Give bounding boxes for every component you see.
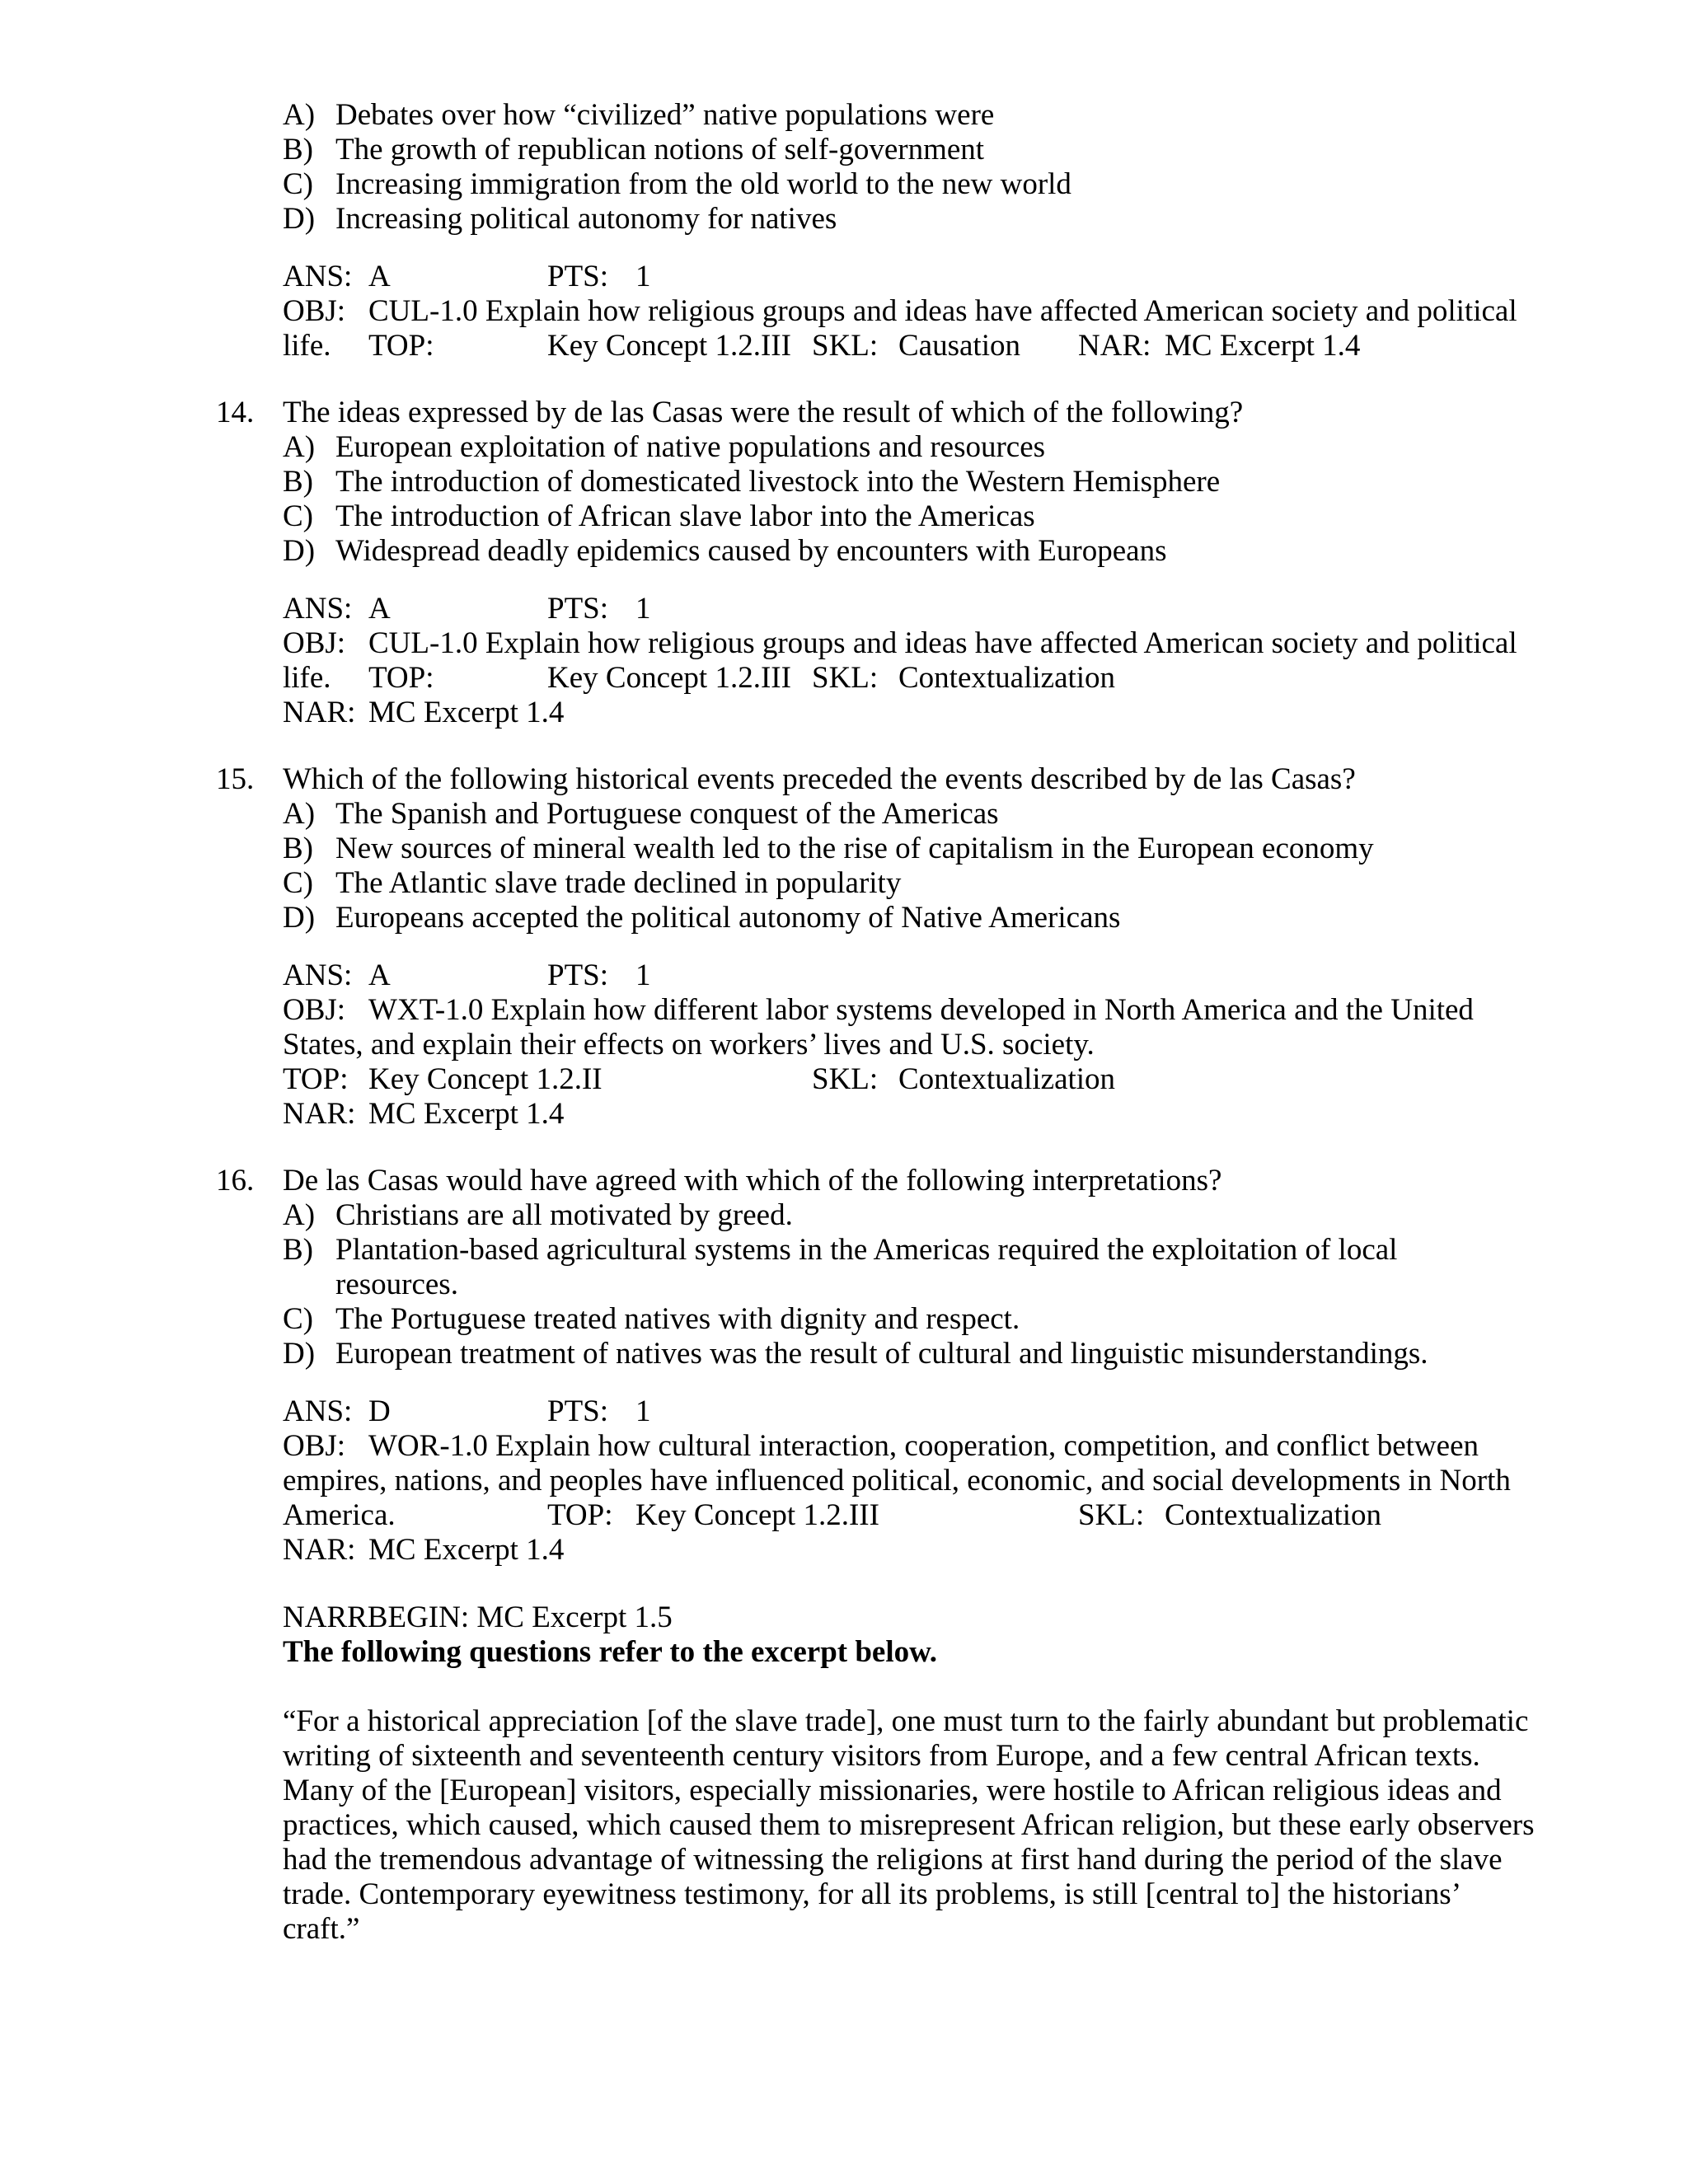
question-15	[0, 762, 1688, 935]
q15-stem	[0, 762, 1688, 797]
choice-letter: A)	[283, 1198, 316, 1232]
q15-choice-a	[0, 797, 1688, 832]
ans-label: ANS:	[283, 1394, 353, 1428]
q13-meta	[0, 260, 1688, 363]
q13-ans-line	[0, 260, 1688, 294]
choice-letter: B)	[283, 465, 313, 499]
ans-value: D	[368, 1394, 391, 1428]
choice-text: New sources of mineral wealth led to the rise of capitalism in the European economy	[335, 832, 1374, 865]
pts-value: 1	[635, 1394, 651, 1428]
q15-obj-line	[0, 993, 1688, 1028]
narrative-section	[0, 1601, 1688, 1670]
top-label: TOP:	[368, 661, 434, 695]
top-label: TOP:	[368, 329, 434, 363]
q14-top-line	[0, 661, 1688, 696]
q16-nar-line	[0, 1533, 1688, 1568]
question-number: 14.	[216, 396, 255, 429]
q16-meta	[0, 1394, 1688, 1568]
pts-value: 1	[635, 958, 651, 992]
top-label: TOP:	[547, 1498, 613, 1532]
obj-text: WXT-1.0 Explain how different labor systems developed in North America and the United	[368, 993, 1474, 1027]
excerpt-line	[0, 1739, 1688, 1774]
choice-text: Increasing political autonomy for natives	[335, 202, 837, 236]
q13-choice-d	[0, 202, 1688, 237]
q16-stem	[0, 1164, 1688, 1198]
skl-label: SKL:	[812, 329, 879, 363]
q15-obj-cont-line	[0, 1028, 1688, 1062]
choice-letter: B)	[283, 832, 313, 865]
obj-label: OBJ:	[283, 993, 346, 1027]
excerpt-text: “For a historical appreciation [of the slave trade], one must turn to the fairly abundant but problematic	[283, 1704, 1529, 1738]
nar-value: MC Excerpt 1.4	[368, 1097, 565, 1131]
ans-label: ANS:	[283, 958, 353, 992]
choice-letter: D)	[283, 1337, 316, 1371]
pts-value: 1	[635, 592, 651, 626]
q14-ans-line	[0, 592, 1688, 626]
choice-text: Increasing immigration from the old world to the new world	[335, 167, 1071, 201]
obj-continuation: States, and explain their effects on workers’ lives and U.S. society.	[283, 1028, 1095, 1062]
choice-text: The introduction of African slave labor into the Americas	[335, 499, 1035, 533]
pts-label: PTS:	[547, 260, 609, 293]
q13-obj-line	[0, 294, 1688, 329]
top-label: TOP:	[283, 1062, 349, 1096]
excerpt-line	[0, 1912, 1688, 1947]
q16-choice-b-cont	[0, 1268, 1688, 1302]
choice-letter: D)	[283, 901, 316, 935]
skl-label: SKL:	[812, 661, 879, 695]
pts-label: PTS:	[547, 592, 609, 626]
top-value: Key Concept 1.2.III	[547, 329, 791, 363]
choice-text: Europeans accepted the political autonomy of Native Americans	[335, 901, 1121, 935]
nar-label: NAR:	[283, 1097, 356, 1131]
obj-label: OBJ:	[283, 294, 346, 328]
narr-begin: NARRBEGIN: MC Excerpt 1.5	[283, 1601, 673, 1634]
obj-text: CUL-1.0 Explain how religious groups and ideas have affected American society and political	[368, 626, 1517, 660]
q14-choice-c	[0, 499, 1688, 534]
q16-obj-line	[0, 1429, 1688, 1464]
q16-top-line	[0, 1498, 1688, 1533]
excerpt-block	[0, 1704, 1688, 1947]
excerpt-text: craft.”	[283, 1912, 360, 1946]
q14-stem	[0, 396, 1688, 430]
choice-letter: C)	[283, 1302, 313, 1336]
narr-begin-line	[0, 1601, 1688, 1635]
choice-text: resources.	[335, 1268, 458, 1301]
question-text: The ideas expressed by de las Casas were the result of which of the following?	[283, 396, 1244, 429]
choice-text: Debates over how “civilized” native populations were	[335, 98, 995, 132]
obj-continuation: America.	[283, 1498, 396, 1532]
question-14	[0, 396, 1688, 569]
q15-choice-c	[0, 866, 1688, 901]
top-value: Key Concept 1.2.II	[368, 1062, 603, 1096]
q13-choice-c	[0, 167, 1688, 202]
pts-label: PTS:	[547, 958, 609, 992]
obj-label: OBJ:	[283, 1429, 346, 1463]
choice-text: Plantation-based agricultural systems in the Americas required the exploitation of local	[335, 1233, 1398, 1267]
nar-label: NAR:	[283, 696, 356, 729]
choice-text: The growth of republican notions of self-government	[335, 133, 985, 166]
obj-continuation: empires, nations, and peoples have influenced political, economic, and social developments in North	[283, 1464, 1511, 1497]
skl-value: Contextualization	[898, 1062, 1116, 1096]
excerpt-line	[0, 1808, 1688, 1843]
choice-letter: A)	[283, 430, 316, 464]
choice-text: Widespread deadly epidemics caused by encounters with Europeans	[335, 534, 1167, 568]
q15-ans-line	[0, 958, 1688, 993]
narr-heading: The following questions refer to the excerpt below.	[283, 1635, 938, 1669]
top-value: Key Concept 1.2.III	[635, 1498, 879, 1532]
choice-letter: D)	[283, 202, 316, 236]
skl-label: SKL:	[812, 1062, 879, 1096]
q14-choice-a	[0, 430, 1688, 465]
choice-letter: C)	[283, 167, 313, 201]
obj-label: OBJ:	[283, 626, 346, 660]
choice-text: The introduction of domesticated livestock into the Western Hemisphere	[335, 465, 1221, 499]
q15-choice-b	[0, 832, 1688, 866]
obj-text: CUL-1.0 Explain how religious groups and ideas have affected American society and political	[368, 294, 1517, 328]
top-value: Key Concept 1.2.III	[547, 661, 791, 695]
q14-nar-line	[0, 696, 1688, 730]
question-16	[0, 1164, 1688, 1371]
q16-choice-d	[0, 1337, 1688, 1371]
q14-meta	[0, 592, 1688, 730]
skl-label: SKL:	[1078, 1498, 1145, 1532]
q16-choice-b	[0, 1233, 1688, 1268]
obj-continuation: life.	[283, 661, 331, 695]
pts-label: PTS:	[547, 1394, 609, 1428]
choice-letter: C)	[283, 866, 313, 900]
choice-letter: B)	[283, 1233, 313, 1267]
question-number: 16.	[216, 1164, 255, 1197]
skl-value: Contextualization	[1165, 1498, 1382, 1532]
question-text: Which of the following historical events preceded the events described by de las Casas?	[283, 762, 1356, 796]
choice-letter: A)	[283, 98, 316, 132]
ans-label: ANS:	[283, 260, 353, 293]
excerpt-line	[0, 1877, 1688, 1912]
q15-nar-line	[0, 1097, 1688, 1132]
excerpt-line	[0, 1774, 1688, 1808]
nar-value: MC Excerpt 1.4	[368, 696, 565, 729]
question-number: 15.	[216, 762, 255, 796]
excerpt-text: practices, which caused, which caused them to misrepresent African religion, but these early observers	[283, 1808, 1535, 1842]
excerpt-line	[0, 1704, 1688, 1739]
choice-letter: B)	[283, 133, 313, 166]
q16-obj-cont-line	[0, 1464, 1688, 1498]
q14-choice-d	[0, 534, 1688, 569]
question-text: De las Casas would have agreed with which of the following interpretations?	[283, 1164, 1222, 1197]
nar-label: NAR:	[1078, 329, 1151, 363]
nar-value: MC Excerpt 1.4	[1165, 329, 1361, 363]
q16-ans-line	[0, 1394, 1688, 1429]
q13-top-line	[0, 329, 1688, 363]
ans-value: A	[368, 260, 391, 293]
q15-top-line	[0, 1062, 1688, 1097]
choice-text: European treatment of natives was the result of cultural and linguistic misunderstandings.	[335, 1337, 1428, 1371]
obj-text: WOR-1.0 Explain how cultural interaction, cooperation, competition, and conflict between	[368, 1429, 1479, 1463]
q16-choice-c	[0, 1302, 1688, 1337]
choice-letter: D)	[283, 534, 316, 568]
q16-choice-a	[0, 1198, 1688, 1233]
skl-value: Causation	[898, 329, 1020, 363]
q15-meta	[0, 958, 1688, 1132]
choice-letter: A)	[283, 797, 316, 831]
choice-letter: C)	[283, 499, 313, 533]
nar-label: NAR:	[283, 1533, 356, 1567]
ans-value: A	[368, 592, 391, 626]
ans-value: A	[368, 958, 391, 992]
ans-label: ANS:	[283, 592, 353, 626]
excerpt-text: writing of sixteenth and seventeenth century visitors from Europe, and a few central African texts.	[283, 1739, 1480, 1773]
skl-value: Contextualization	[898, 661, 1116, 695]
q13-choice-a	[0, 98, 1688, 133]
q15-choice-d	[0, 901, 1688, 935]
choice-text: Christians are all motivated by greed.	[335, 1198, 793, 1232]
q13-choice-b	[0, 133, 1688, 167]
choice-text: The Atlantic slave trade declined in popularity	[335, 866, 902, 900]
nar-value: MC Excerpt 1.4	[368, 1533, 565, 1567]
excerpt-line	[0, 1843, 1688, 1877]
choice-text: The Portuguese treated natives with dignity and respect.	[335, 1302, 1020, 1336]
q14-choice-b	[0, 465, 1688, 499]
choice-text: The Spanish and Portuguese conquest of the Americas	[335, 797, 999, 831]
excerpt-text: trade. Contemporary eyewitness testimony, for all its problems, is still [central to] the historians’	[283, 1877, 1462, 1911]
pts-value: 1	[635, 260, 651, 293]
excerpt-text: had the tremendous advantage of witnessing the religions at first hand during the period of the slave	[283, 1843, 1503, 1877]
q13-choices	[0, 98, 1688, 237]
q14-obj-line	[0, 626, 1688, 661]
excerpt-text: Many of the [European] visitors, especially missionaries, were hostile to African religious ideas and	[283, 1774, 1502, 1807]
obj-continuation: life.	[283, 329, 331, 363]
choice-text: European exploitation of native populations and resources	[335, 430, 1046, 464]
narr-heading-line	[0, 1635, 1688, 1670]
